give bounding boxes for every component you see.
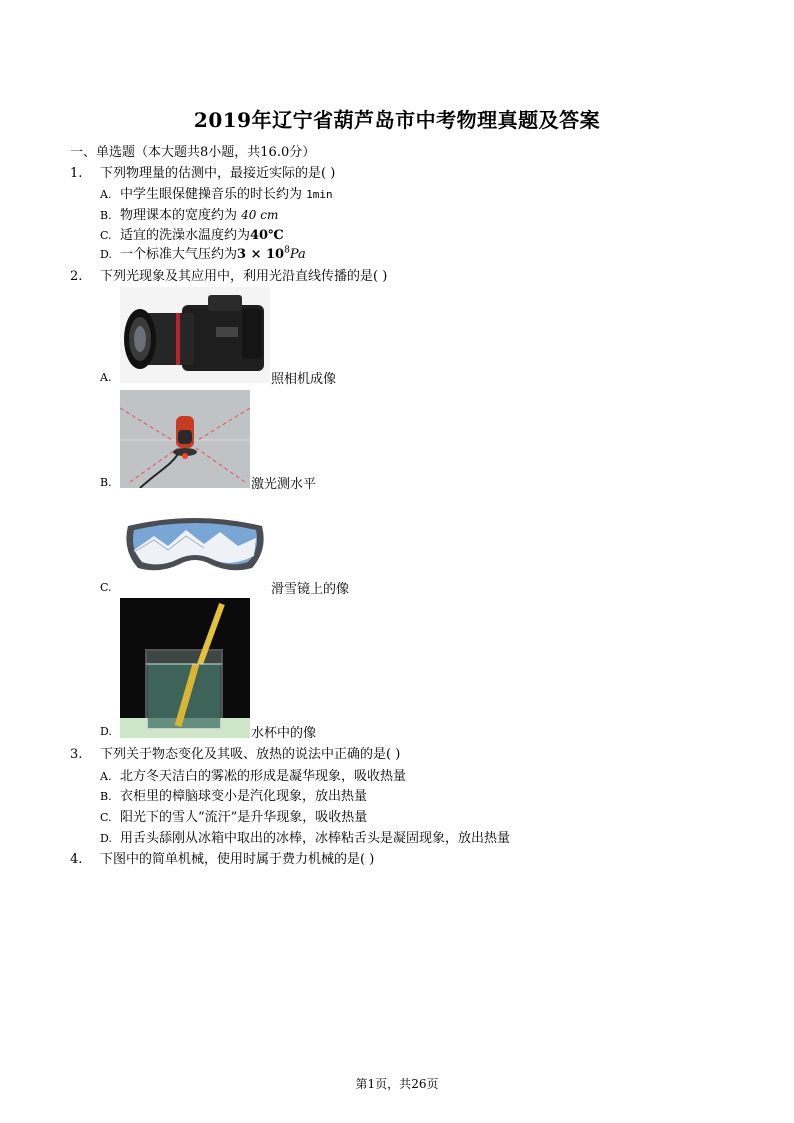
option-label: A. bbox=[100, 371, 112, 384]
question-text: 下列物理量的估测中，最接近实际的是( ) bbox=[100, 166, 336, 181]
option-label: D. bbox=[100, 725, 112, 738]
ski-goggles-photo-icon bbox=[120, 510, 270, 580]
option-value: 40℃ bbox=[250, 228, 284, 243]
q1-option-c bbox=[100, 224, 284, 243]
option-label: B. bbox=[100, 209, 112, 222]
option-label: B. bbox=[100, 476, 112, 489]
option-label: C. bbox=[100, 581, 112, 594]
question-4 bbox=[70, 848, 374, 867]
option-label: C. bbox=[100, 811, 112, 824]
question-number: 2. bbox=[70, 269, 83, 284]
question-text: 下列光现象及其应用中，利用光沿直线传播的是( ) bbox=[100, 269, 388, 284]
q2-option-d-label bbox=[100, 724, 120, 739]
q2-option-b-label bbox=[100, 475, 120, 490]
option-value: 40 cm bbox=[241, 208, 279, 222]
q2-option-a-caption: 照相机成像 bbox=[271, 372, 337, 387]
option-label: D. bbox=[100, 248, 112, 261]
q3-option-d bbox=[100, 827, 510, 846]
exponent: 8 bbox=[284, 245, 290, 256]
option-label: C. bbox=[100, 229, 112, 242]
option-text: 适宜的洗澡水温度约为 bbox=[120, 228, 251, 243]
question-1 bbox=[70, 162, 335, 181]
footer-mid: 页，共 bbox=[375, 1077, 412, 1091]
q3-option-a bbox=[100, 765, 406, 784]
option-label: B. bbox=[100, 790, 112, 803]
q2-option-d-caption: 水杯中的像 bbox=[251, 726, 317, 741]
q2-option-a-label bbox=[100, 370, 120, 385]
q2-option-c-caption: 滑雪镜上的像 bbox=[271, 582, 350, 597]
q2-option-b-caption: 激光测水平 bbox=[251, 477, 317, 492]
footer-page-number: 1 bbox=[367, 1077, 376, 1091]
option-text: 一个标准大气压约为 bbox=[120, 247, 238, 262]
option-text: 物理课本的宽度约为 bbox=[120, 208, 238, 223]
option-label: A. bbox=[100, 188, 112, 201]
q3-option-b bbox=[100, 785, 367, 804]
question-number: 4. bbox=[70, 852, 83, 867]
question-number: 1. bbox=[70, 166, 83, 181]
option-value: 1min bbox=[306, 188, 333, 201]
question-number: 3. bbox=[70, 747, 83, 762]
option-text: 用舌头舔刚从冰箱中取出的冰棒，冰棒粘舌头是凝固现象，放出热量 bbox=[120, 831, 511, 846]
footer-suffix: 页 bbox=[426, 1077, 439, 1091]
question-3 bbox=[70, 743, 400, 762]
option-text: 北方冬天洁白的雾凇的形成是凝华现象，吸收热量 bbox=[120, 769, 407, 784]
page-footer bbox=[0, 1075, 794, 1092]
page-title: 2019年辽宁省葫芦岛市中考物理真题及答案 bbox=[193, 108, 601, 132]
q1-option-d bbox=[100, 243, 306, 262]
laser-level-photo-icon bbox=[120, 390, 250, 488]
option-label: D. bbox=[100, 832, 112, 845]
q2-option-c-label bbox=[100, 580, 120, 595]
pencil-in-water-photo-icon bbox=[120, 598, 250, 738]
q3-option-c bbox=[100, 806, 367, 825]
question-text: 下图中的简单机械，使用时属于费力机械的是( ) bbox=[100, 852, 375, 867]
option-text: 衣柜里的樟脑球变小是汽化现象，放出热量 bbox=[120, 789, 368, 804]
question-text: 下列关于物态变化及其吸、放热的说法中正确的是( ) bbox=[100, 747, 401, 762]
q1-option-a bbox=[100, 183, 333, 202]
option-label: A. bbox=[100, 770, 112, 783]
unit: Pa bbox=[289, 247, 306, 262]
question-2 bbox=[70, 265, 387, 284]
q1-option-b bbox=[100, 204, 278, 223]
option-text: 中学生眼保健操音乐的时长约为 bbox=[120, 187, 303, 202]
camera-photo-icon bbox=[120, 287, 270, 383]
option-value: 3 × 10 bbox=[237, 247, 285, 262]
option-text: 阳光下的雪人“流汗”是升华现象，吸收热量 bbox=[120, 810, 368, 825]
section-heading: 一、单选题（本大题共8小题，共16.0分） bbox=[70, 145, 316, 160]
footer-total-pages: 26 bbox=[411, 1077, 427, 1091]
footer-prefix: 第 bbox=[355, 1077, 368, 1091]
